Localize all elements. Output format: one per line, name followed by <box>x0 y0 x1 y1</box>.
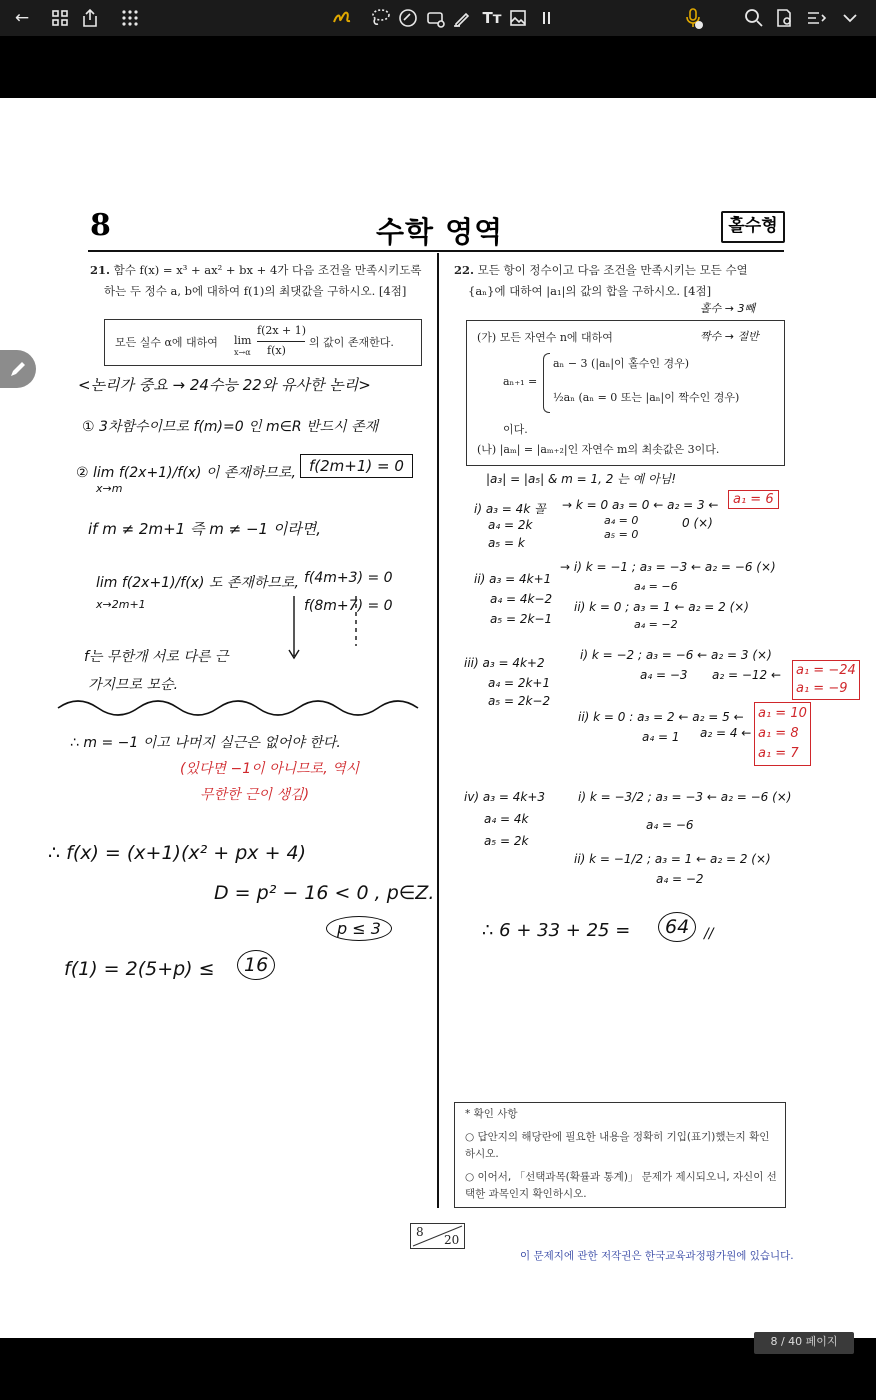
top-toolbar <box>0 0 876 36</box>
note-r-ii-r2: ii) k = 0 ; a₃ = 1 ← a₂ = 2 (×) <box>574 600 749 614</box>
list-icon[interactable] <box>804 6 828 30</box>
note-step5b: 가지므로 모순. <box>88 677 179 693</box>
chevron-down-icon[interactable] <box>838 6 862 30</box>
note-r-iii2: a₄ = 2k+1 <box>488 676 551 690</box>
note-r-iii-r1c: a₂ = −12 ← <box>712 668 782 682</box>
page-number: 8 <box>90 208 111 243</box>
note-step2-box: f(2m+1) = 0 <box>300 454 413 478</box>
mic-icon[interactable] <box>682 6 706 30</box>
top-margin-band <box>0 36 876 98</box>
note-r-i-res3: a₅ = 0 <box>604 528 639 541</box>
q21-line2: 하는 두 정수 a, b에 대하여 f(1)의 최댓값을 구하시오. [4점] <box>104 284 407 298</box>
eraser-icon[interactable] <box>396 6 420 30</box>
note-r-ii-r2b: a₄ = −2 <box>634 618 678 631</box>
search-icon[interactable] <box>742 6 766 30</box>
q22-case1: aₙ − 3 (|aₙ|이 홀수인 경우) <box>553 357 690 370</box>
lasso-icon[interactable] <box>368 6 392 30</box>
apps-icon[interactable] <box>118 6 142 30</box>
note-r-i3: a₅ = k <box>488 536 525 550</box>
q22-na: (나) |aₘ| = |aₘ₊₂|인 자연수 m의 최솟값은 3이다. <box>477 443 720 456</box>
page-title: 수학 영역 <box>376 215 504 249</box>
footer-page-box <box>410 1223 465 1249</box>
note-step9: D = p² − 16 < 0 , p∈Z. <box>214 882 435 904</box>
highlighter-icon[interactable] <box>450 6 474 30</box>
footer-total: 20 <box>444 1233 460 1247</box>
note-step2: ② lim f(2x+1)/f(x) 이 존재하므로, <box>76 465 296 481</box>
note-r-iv-r1: i) k = −3/2 ; a₃ = −3 ← a₂ = −6 (×) <box>578 790 792 804</box>
note-step7a: (있다면 −1이 아니므로, 역시 <box>180 761 360 777</box>
note-r-iv1: iv) a₃ = 4k+3 <box>464 790 546 804</box>
notice-title: * 확인 사항 <box>465 1108 518 1120</box>
note-r-i-box: a₁ = 6 <box>728 490 779 509</box>
note-r-iii-r1b: a₄ = −3 <box>640 668 688 682</box>
shapes-icon[interactable] <box>424 6 448 30</box>
note-r-i2: a₄ = 2k <box>488 518 533 532</box>
q21-cond-lim: lim <box>234 334 252 347</box>
q21-cond-num: f(2x + 1) <box>257 324 307 337</box>
note-r-iii-r2: ii) k = 0 : a₃ = 2 ← a₂ = 5 ← <box>578 710 744 724</box>
note-r-iii-r1: i) k = −2 ; a₃ = −6 ← a₂ = 3 (×) <box>580 648 772 662</box>
note-r-iii3: a₅ = 2k−2 <box>488 694 551 708</box>
note-step7b: 무한한 근이 생김) <box>200 787 310 803</box>
notice-box <box>454 1102 786 1208</box>
page-indicator: 8 / 40 페이지 <box>754 1332 854 1354</box>
q21-cond-post: 의 값이 존재한다. <box>309 336 394 349</box>
note-step4-sub: x→2m+1 <box>96 598 146 611</box>
note-r-iv-r2b: a₄ = −2 <box>656 872 704 886</box>
more-vert-icon[interactable] <box>534 6 558 30</box>
note-step3: if m ≠ 2m+1 즉 m ≠ −1 이라면, <box>88 520 322 538</box>
note-r-iv-r2: ii) k = −1/2 ; a₃ = 1 ← a₂ = 2 (×) <box>574 852 771 866</box>
note-r-iii-r2c: a₂ = 4 ← <box>700 726 752 740</box>
note-step2-sub: x→m <box>96 482 123 495</box>
note-step9-circle: p ≤ 3 <box>326 916 392 941</box>
note-r-iv-r1b: a₄ = −6 <box>646 818 694 832</box>
note-margin-b: 짝수 → 절반 <box>700 330 759 343</box>
q22-an1: aₙ₊₁ = <box>503 375 538 388</box>
q21-cond-den: f(x) <box>267 344 286 357</box>
type-badge: 홀수형 <box>721 211 785 243</box>
q22-line1: 모든 항이 정수이고 다음 조건을 만족시키는 모든 수열 <box>477 263 748 277</box>
notice-item2: ○ 이어서, 「선택과목(확률과 통계)」 문제가 제시되오니, 자신이 선택한 과목인지 확인하시오. <box>465 1171 777 1200</box>
note-r-ii-r1b: a₄ = −6 <box>634 580 678 593</box>
note-r-head: |a₃| = |a₅| & m = 1, 2 는 예 아님! <box>486 472 677 486</box>
note-r-ii2: a₄ = 4k−2 <box>490 592 553 606</box>
copyright-text: 이 문제지에 관한 저작권은 한국교육과정평가원에 있습니다. <box>520 1250 794 1262</box>
note-r-iv2: a₄ = 4k <box>484 812 529 826</box>
note-final-tail: // <box>704 926 714 942</box>
note-r-iv3: a₅ = 2k <box>484 834 529 848</box>
q22-line2: {aₙ}에 대하여 |a₁|의 값의 합을 구하시오. [4점] <box>468 284 712 298</box>
q22-ida: 이다. <box>503 423 528 436</box>
header-rule <box>88 250 784 252</box>
note-r-ii3: a₅ = 2k−1 <box>490 612 553 626</box>
note-step4-r2: f(8m+7) = 0 <box>304 598 393 614</box>
note-arrows <box>284 586 364 666</box>
notice-item1: ○ 답안지의 해당란에 필요한 내용을 정확히 기입(표기)했는지 확인하시오. <box>465 1131 770 1160</box>
share-icon[interactable] <box>78 6 102 30</box>
note-r-i-res2: a₄ = 0 <box>604 514 639 527</box>
q21-condition-box <box>104 319 422 366</box>
note-r-i-res1: → k = 0 a₃ = 0 ← a₂ = 3 ← <box>562 498 719 512</box>
q22-case2: ½aₙ (aₙ = 0 또는 |aₙ|이 짝수인 경우) <box>553 391 740 404</box>
text-icon[interactable]: Tт <box>482 9 502 27</box>
note-step4: lim f(2x+1)/f(x) 도 존재하므로, <box>96 575 299 591</box>
document-page[interactable] <box>0 98 876 1338</box>
note-step1: ① 3차함수이므로 f(m)=0 인 m∈R 반드시 존재 <box>82 419 379 435</box>
q21-line1: 함수 f(x) = x³ + ax² + bx + 4가 다음 조건을 만족시키도록 <box>113 263 422 277</box>
note-r-iii-box2: a₁ = 10 a₁ = 8 a₁ = 7 <box>754 702 811 766</box>
column-divider <box>437 253 439 1208</box>
back-arrow-icon[interactable]: ← <box>14 8 30 28</box>
note-r-iii1: iii) a₃ = 4k+2 <box>464 656 545 670</box>
note-r-i1: i) a₃ = 4k 꼴 <box>474 502 546 516</box>
q22-number: 22. <box>454 263 475 277</box>
q21-cond-sub: x→α <box>234 348 251 357</box>
note-r-iii-box1: a₁ = −24 a₁ = −9 <box>792 660 860 700</box>
note-step5a: f는 무한개 서로 다른 근 <box>84 649 229 665</box>
note-final-answer: 64 <box>658 912 696 942</box>
note-margin-a: 홀수 → 3빼 <box>700 302 756 315</box>
bottom-band <box>0 1338 876 1400</box>
pen-icon[interactable] <box>330 6 354 30</box>
note-step10: f(1) = 2(5+p) ≤ <box>64 958 215 980</box>
image-icon[interactable] <box>506 6 530 30</box>
note-final: ∴ 6 + 33 + 25 = <box>482 920 631 941</box>
note-wavy-line <box>56 694 422 716</box>
note-step8: ∴ f(x) = (x+1)(x² + px + 4) <box>48 842 307 864</box>
note-r-ii1: ii) a₃ = 4k+1 <box>474 572 552 586</box>
note-heading: <논리가 중요 → 24수능 22와 유사한 논리> <box>78 376 371 394</box>
grid-view-icon[interactable] <box>48 6 72 30</box>
settings-doc-icon[interactable] <box>772 6 796 30</box>
note-step10-answer: 16 <box>237 950 275 980</box>
q21-cond-pre: 모든 실수 α에 대하여 <box>115 336 218 349</box>
q21-number: 21. <box>90 263 111 277</box>
note-step4-r1: f(4m+3) = 0 <box>304 570 393 586</box>
note-step6: ∴ m = −1 이고 나머지 실근은 없어야 한다. <box>70 735 341 751</box>
footer-page: 8 <box>416 1225 424 1239</box>
q22-ga: (가) 모든 자연수 n에 대하여 <box>477 331 613 344</box>
note-r-iii-r2b: a₄ = 1 <box>642 730 680 744</box>
note-r-i-res4: 0 (×) <box>682 516 713 530</box>
question-21 <box>90 260 430 302</box>
note-r-ii-r1: → i) k = −1 ; a₃ = −3 ← a₂ = −6 (×) <box>560 560 776 574</box>
question-22 <box>454 260 784 302</box>
